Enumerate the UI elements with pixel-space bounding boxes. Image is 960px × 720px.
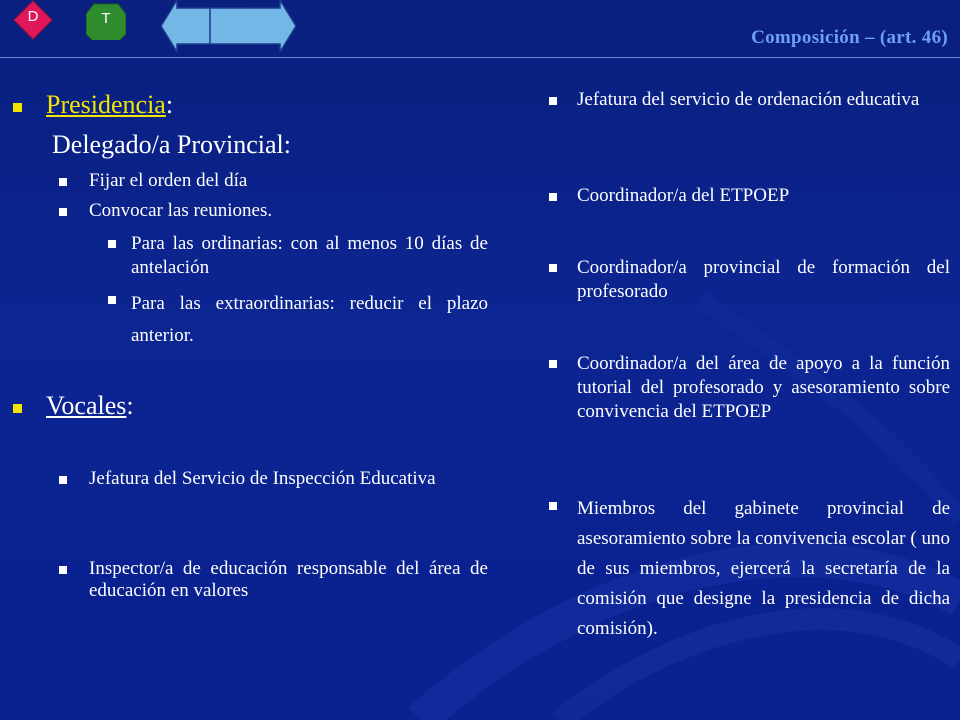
member-item: Coordinador/a provincial de formación del profesorado	[577, 257, 950, 302]
bullet-icon	[549, 193, 557, 201]
bullet-icon	[59, 178, 67, 186]
nav-t-label: T	[101, 10, 111, 27]
member-item: Jefatura del servicio de ordenación educativa	[577, 89, 920, 110]
right-arrow-icon[interactable]	[208, 0, 296, 52]
nav-d-button[interactable]	[13, 0, 53, 40]
nav-d-label: D	[27, 8, 39, 25]
task-item: Convocar las reuniones.	[89, 200, 273, 221]
task-item: Fijar el orden del día	[89, 170, 248, 191]
bullet-icon	[549, 502, 557, 510]
vocales-heading	[46, 391, 134, 421]
presidencia-link[interactable]: Presidencia	[46, 90, 166, 119]
bullet-icon	[13, 103, 22, 112]
bullet-icon	[108, 296, 116, 304]
subtask-item: Para las extraordinarias: reducir el plazo anterior.	[131, 293, 488, 346]
bullet-icon	[13, 404, 22, 413]
presidencia-suffix: :	[165, 90, 174, 119]
subtask-item: Para las ordinarias: con al menos 10 días de antelación	[131, 233, 488, 278]
header-divider	[0, 57, 960, 58]
slide-title: Composición – (art. 46)	[751, 27, 948, 48]
vocales-suffix: :	[126, 391, 134, 420]
vocal-item: Inspector/a de educación responsable del área de educación en valores	[89, 558, 488, 601]
bullet-icon	[108, 240, 116, 248]
vocal-item: Jefatura del Servicio de Inspección Educativa	[89, 468, 436, 489]
bullet-icon	[549, 264, 557, 272]
vocales-link[interactable]: Vocales	[46, 391, 127, 420]
bullet-icon	[549, 97, 557, 105]
presidencia-heading	[46, 90, 173, 120]
delegado-text: Delegado/a Provincial:	[52, 130, 291, 159]
bullet-icon	[59, 208, 67, 216]
bullet-icon	[59, 476, 67, 484]
member-item: Miembros del gabinete provincial de asesoramiento sobre la convivencia escolar ( uno de sus miembros, ejercerá la secretaría de la comisión que designe la presidencia de dicha comisión).	[577, 498, 950, 639]
member-item: Coordinador/a del ETPOEP	[577, 185, 790, 206]
nav-t-button[interactable]	[86, 0, 126, 40]
member-item: Coordinador/a del área de apoyo a la función tutorial del profesorado y asesoramiento sobre convivencia del ETPOEP	[577, 353, 950, 422]
bullet-icon	[549, 360, 557, 368]
bullet-icon	[59, 566, 67, 574]
